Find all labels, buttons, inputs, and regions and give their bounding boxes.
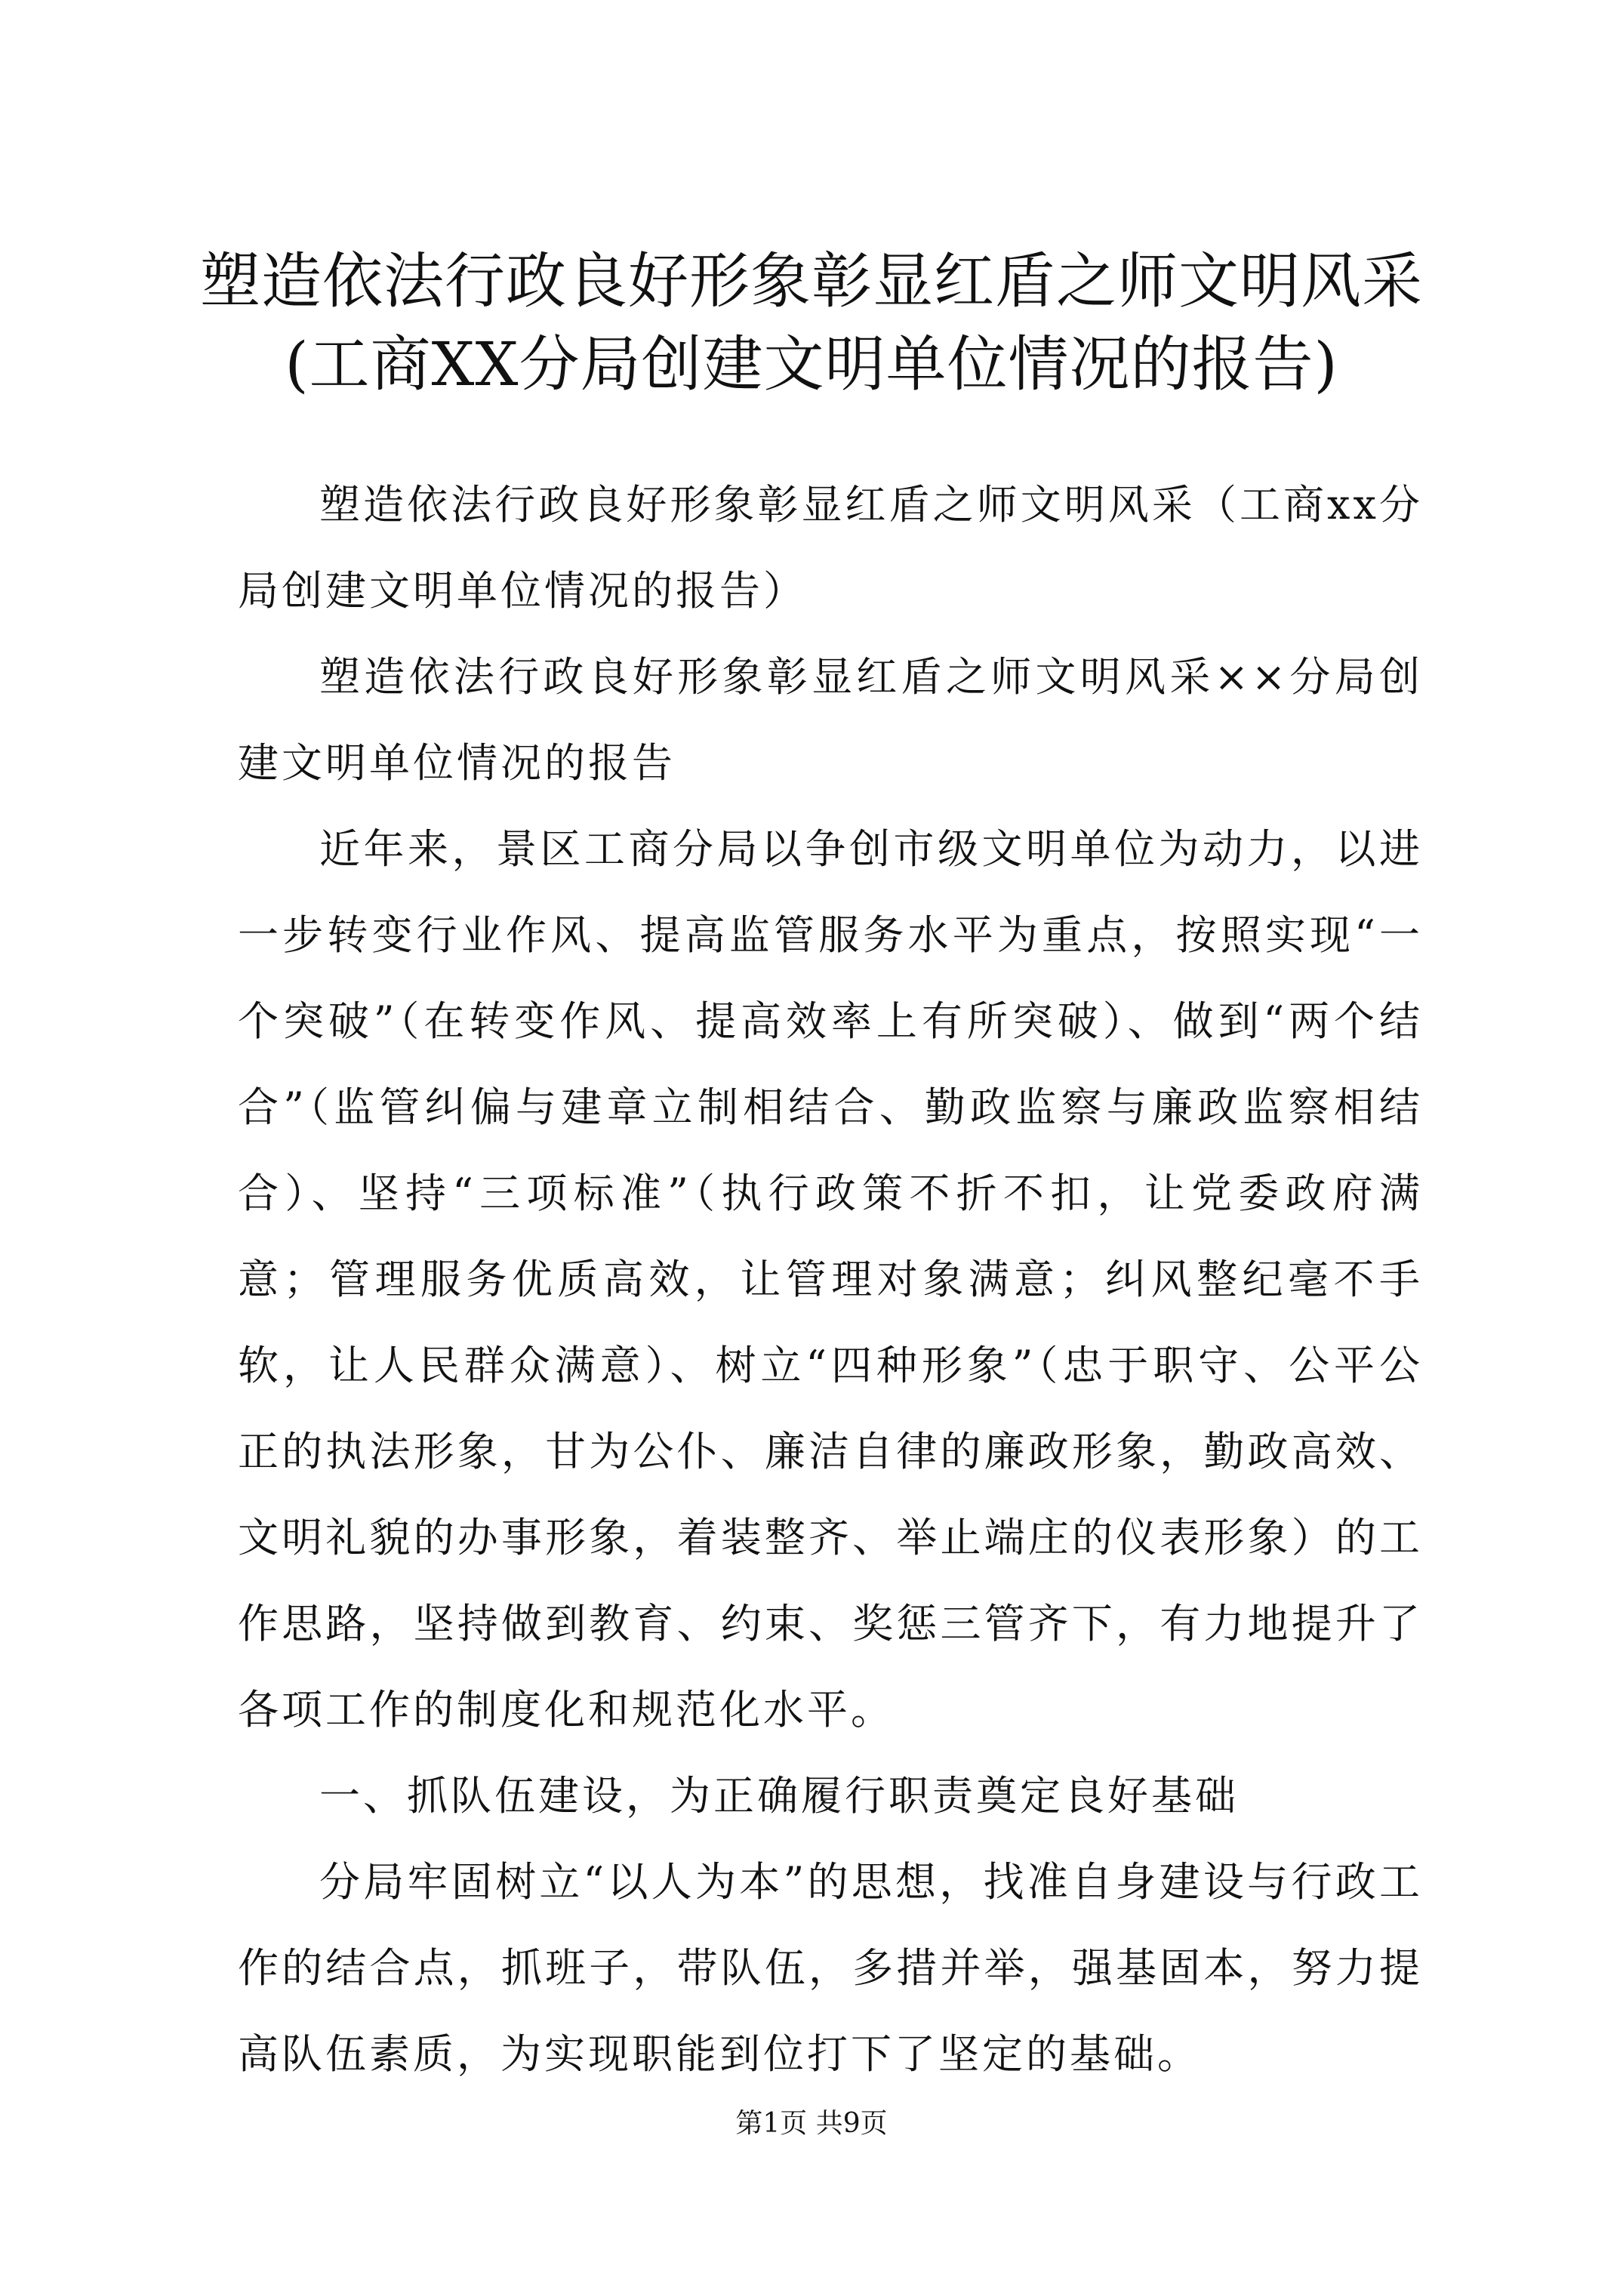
- document-title: [151, 240, 1472, 406]
- section-heading-1: 一、抓队伍建设，为正确履行职责奠定良好基础: [319, 1772, 1239, 1820]
- paragraph-heading: 塑造依法行政良好形象彰显红盾之师文明风采××分局创建文明单位情况的报告: [238, 653, 1423, 787]
- paragraph-intro: 近年来，景区工商分局以争创市级文明单位为动力，以进一步转变行业作风、提高监管服务水平为重点，按照实现“一个突破”（在转变作风、提高效率上有所突破）、做到“两个结合”（监管纠偏与建章立制相结合、勤政监察与廉政监察相结合）、坚持“三项标准”（执行政策不折不扣，让党委政府满意；管理服务优质高效，让管理对象满意；纠风整纪毫不手软，让人民群众满意）、树立“四种形象”（忠于职守、公平公正的执法形象，甘为公仆、廉洁自律的廉政形象，勤政高效、文明礼貌的办事形象，着装整齐、举止端庄的仪表形象）的工作思路，坚持做到教育、约束、奖惩三管齐下，有力地提升了各项工作的制度化和规范化水平。: [238, 825, 1423, 1734]
- document-body: [238, 462, 1423, 2097]
- paragraph-section-1: 分局牢固树立“以人为本”的思想，找准自身建设与行政工作的结合点，抓班子，带队伍，多措并举，强基固本，努力提高队伍素质，为实现职能到位打下了坚定的基础。: [238, 1858, 1423, 2078]
- title-line-2: (工商XX分局创建文明单位情况的报告): [285, 329, 1338, 399]
- paragraph-subtitle: 塑造依法行政良好形象彰显红盾之师文明风采（工商xx分局创建文明单位情况的报告）: [238, 481, 1423, 615]
- title-line-1: 塑造依法行政良好形象彰显红盾之师文明风采: [200, 246, 1423, 316]
- page-footer: 第1页 共9页: [735, 2108, 888, 2139]
